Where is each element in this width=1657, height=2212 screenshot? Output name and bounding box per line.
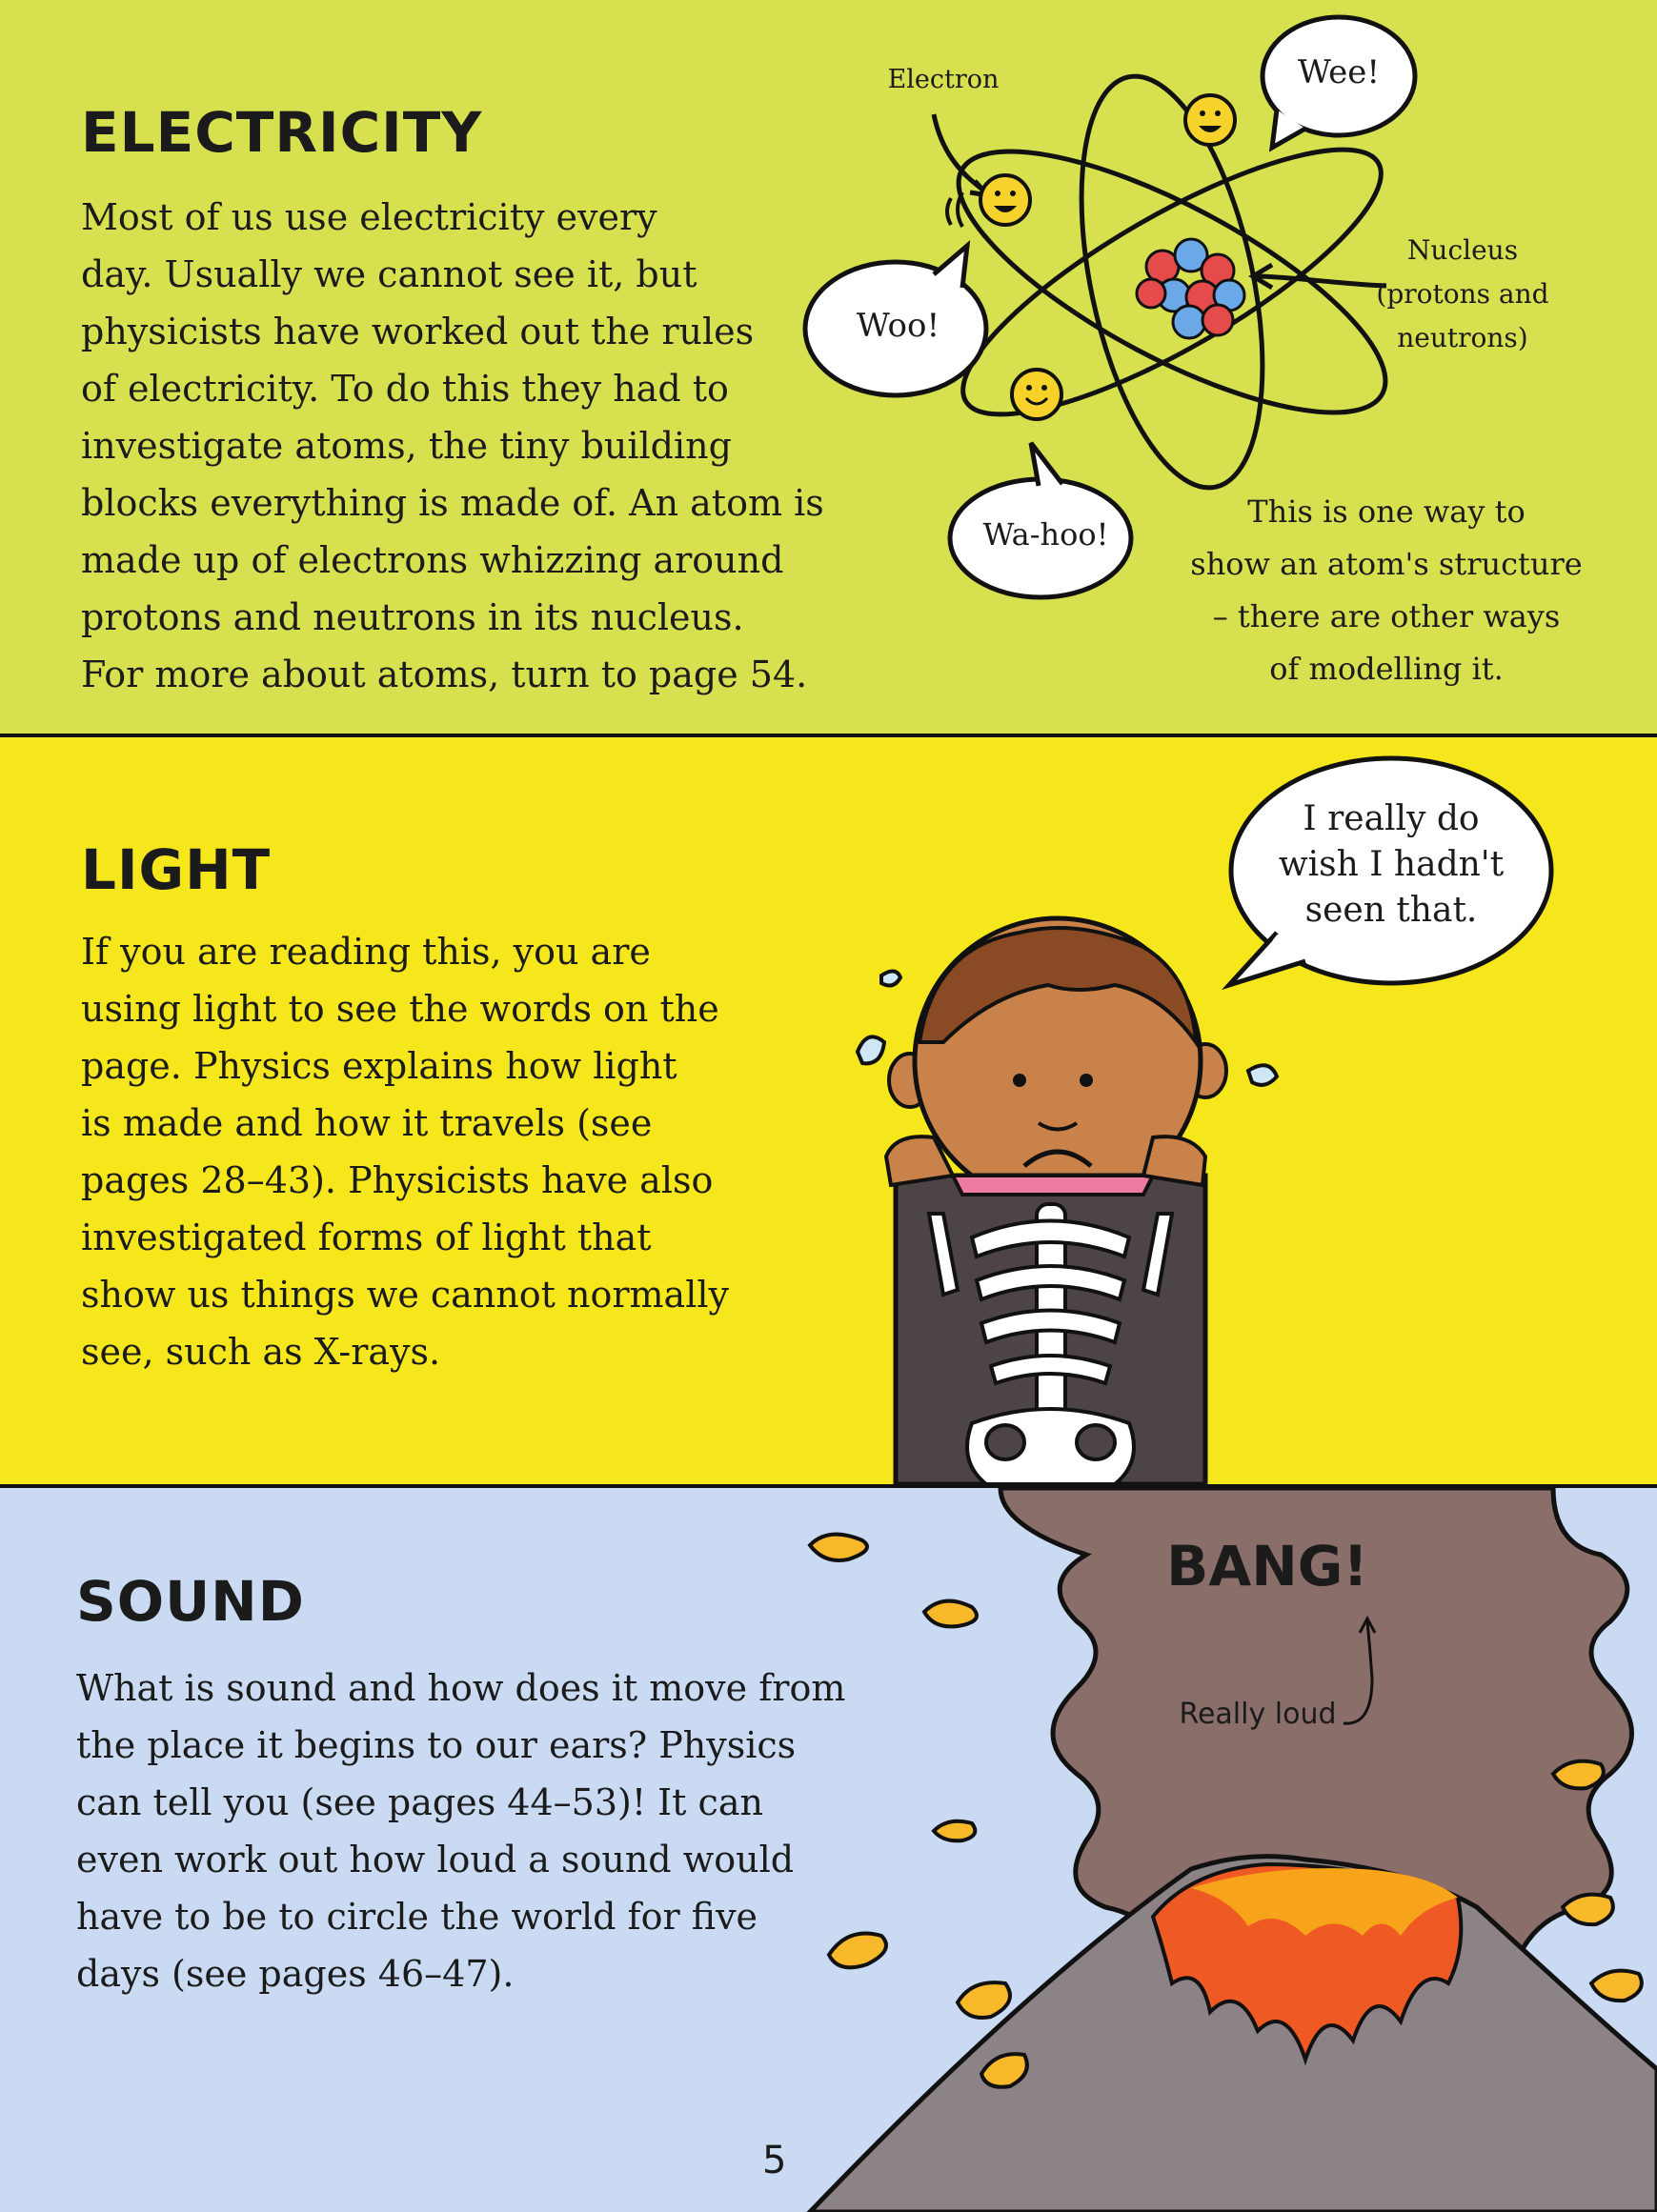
light-panel	[0, 737, 1657, 1488]
text-line: What is sound and how does it move from	[76, 1667, 846, 1709]
text-line: Most of us use electricity every	[81, 196, 657, 238]
sound-panel	[0, 1488, 1657, 2212]
text-line: For more about atoms, turn to page 54.	[81, 654, 808, 695]
text-line: page. Physics explains how light	[81, 1045, 677, 1087]
text-line: days (see pages 46–47).	[76, 1953, 515, 1995]
nucleus-icon	[1137, 239, 1244, 338]
text-line: pages 28–43). Physicists have also	[81, 1159, 714, 1201]
electron-icon	[980, 175, 1030, 225]
sound-heading: SOUND	[76, 1569, 305, 1634]
text-line: investigate atoms, the tiny building	[81, 425, 732, 467]
label-line: neutrons)	[1397, 322, 1528, 353]
bubble-text-wahoo: Wa-hoo!	[982, 516, 1109, 553]
nucleus-label	[1372, 229, 1553, 360]
caption-line: show an atom's structure	[1190, 546, 1583, 582]
caption-line: – there are other ways	[1212, 598, 1561, 634]
electricity-paragraph	[81, 189, 824, 703]
text-line: day. Usually we cannot see it, but	[81, 253, 697, 295]
label-line: Nucleus	[1406, 234, 1519, 266]
text-line: even work out how loud a sound would	[76, 1839, 795, 1880]
bubble-text-woo: Woo!	[856, 307, 940, 345]
text-line: have to be to circle the world for five	[76, 1896, 758, 1938]
text-line: can tell you (see pages 44–53)! It can	[76, 1781, 763, 1823]
caption-line: This is one way to	[1247, 493, 1526, 530]
text-line: made up of electrons whizzing around	[81, 539, 784, 581]
text-line: is made and how it travels (see	[81, 1102, 653, 1144]
bubble-line: I really do	[1303, 799, 1480, 838]
electricity-heading: ELECTRICITY	[81, 100, 483, 165]
electron-label: Electron	[887, 65, 1000, 94]
text-line: protons and neutrons in its nucleus.	[81, 596, 744, 638]
text-line: investigated forms of light that	[81, 1217, 652, 1258]
text-line: see, such as X-rays.	[81, 1331, 441, 1373]
light-heading: LIGHT	[81, 837, 272, 902]
page-number: 5	[762, 2139, 787, 2182]
bubble-text	[1258, 796, 1525, 934]
bang-label: BANG!	[1166, 1534, 1368, 1599]
label-line: (protons and	[1376, 278, 1549, 310]
sound-paragraph	[76, 1659, 845, 2002]
text-line: show us things we cannot normally	[81, 1274, 729, 1316]
light-paragraph	[81, 923, 729, 1380]
text-line: physicists have worked out the rules	[81, 311, 755, 352]
bubble-line: wish I hadn't	[1278, 845, 1505, 884]
bubble-text-wee: Wee!	[1297, 53, 1381, 91]
really-loud-label: Really loud	[1179, 1698, 1337, 1731]
electron-icon	[1185, 95, 1235, 145]
electron-icon	[1012, 370, 1061, 419]
bubble-line: seen that.	[1304, 891, 1478, 930]
text-line: If you are reading this, you are	[81, 931, 651, 973]
atom-caption	[1186, 486, 1586, 695]
text-line: of electricity. To do this they had to	[81, 368, 729, 410]
caption-line: of modelling it.	[1269, 651, 1504, 687]
text-line: blocks everything is made of. An atom is	[81, 482, 824, 524]
electricity-panel	[0, 0, 1657, 737]
text-line: using light to see the words on the	[81, 988, 719, 1030]
text-line: the place it begins to our ears? Physics	[76, 1724, 797, 1766]
